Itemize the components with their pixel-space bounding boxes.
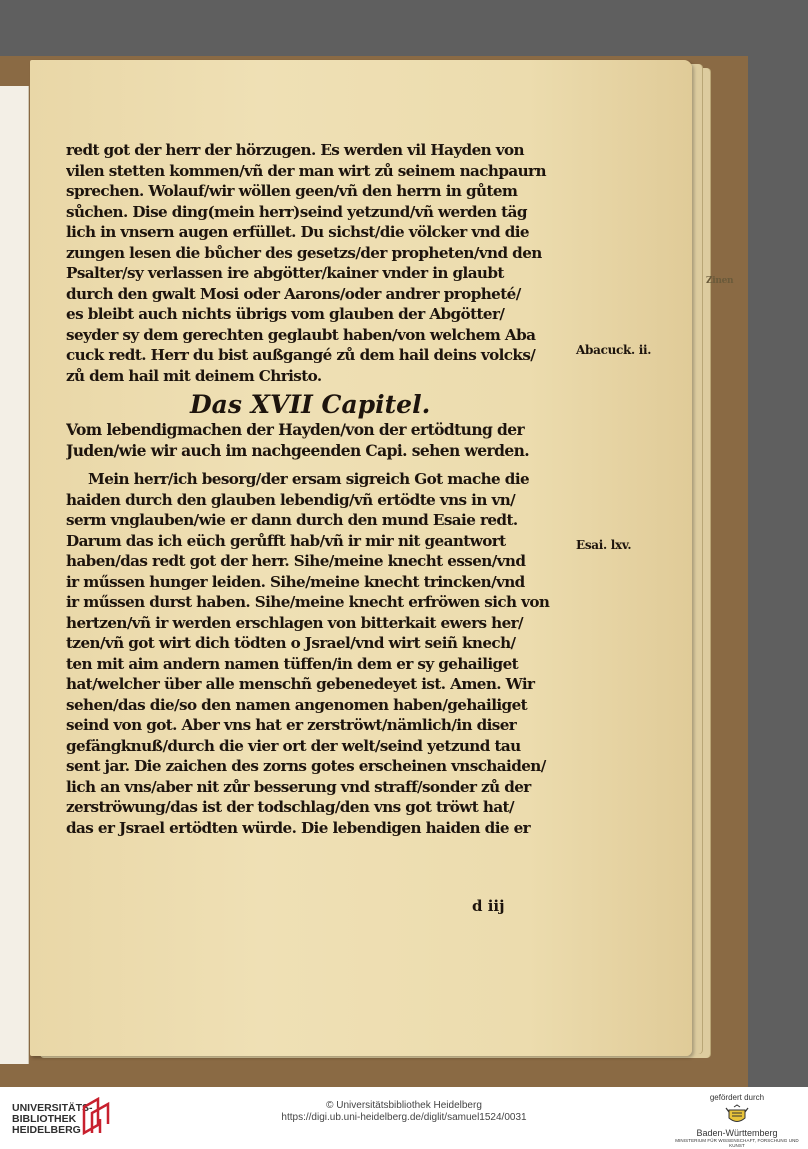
sponsor-ministry: MINISTERIUM FÜR WISSENSCHAFT, FORSCHUNG UND KUNST [675, 1138, 799, 1148]
text-line: vilen stetten kommen/vñ der man wirt zů seinem nachpaurn [66, 161, 546, 180]
state-coat-of-arms-icon [724, 1104, 750, 1126]
sponsor-label: gefördert durch [709, 1093, 765, 1102]
viewer-footer [0, 1087, 808, 1149]
sponsor-block[interactable] [672, 1093, 802, 1148]
text-line: das er Jsrael ertödten würde. Die lebendigen haiden die er [66, 818, 531, 837]
margin-note-esai: Esai. lxv. [576, 538, 632, 552]
text-line: tzen/vñ got wirt dich tödten o Jsrael/vnd wirt seiñ knech/ [66, 634, 516, 652]
text-line: ir műssen hunger leiden. Sihe/meine knecht trincken/vnd [66, 572, 525, 591]
library-line-2: BIBLIOTHEK [12, 1113, 77, 1125]
text-line: haiden durch den glauben lebendig/vñ ertödte vns in vn/ [66, 490, 516, 509]
text-line: es bleibt auch nichts übrigs vom glauben der Abgötter/ [66, 305, 505, 323]
color-calibration-strip [0, 86, 29, 1064]
text-line: lich an vns/aber nit zůr besserung vnd straff/sonder zů der [66, 777, 531, 796]
text-line: seind von got. Aber vns hat er zerströwt/nämlich/in diser [66, 716, 517, 734]
text-line: ir műssen durst haben. Sihe/meine knecht erfröwen sich von [66, 593, 550, 611]
text-line: zungen lesen die bůcher des gesetzs/der propheten/vnd den [66, 243, 542, 262]
text-line: Juden/wie wir auch im nachgeenden Capi. sehen werden. [66, 440, 530, 460]
text-line: hertzen/vñ ir werden erschlagen von bitterkait ewers her/ [66, 613, 523, 632]
text-line: lich in vnsern augen erfüllet. Du sichst/die völcker vnd die [66, 223, 529, 241]
text-line: durch den gwalt Mosi oder Aarons/oder andrer propheté/ [66, 284, 521, 303]
text-line: seyder sy dem gerechten geglaubt haben/von welchem Aba [66, 325, 536, 344]
library-line-1: UNIVERSITÄTS- [12, 1102, 93, 1114]
text-line: sůchen. Dise ding(mein herr)seind yetzund/vñ werden täg [66, 202, 527, 221]
text-line: zerströwung/das ist der todschlag/den vns got tröwt hat/ [66, 798, 514, 816]
text-line: zů dem hail mit deinem Christo. [66, 366, 322, 385]
margin-note-abacuck: Abacuck. ii. [576, 343, 652, 357]
text-line: Vom lebendigmachen der Hayden/von der ertödtung der [66, 420, 525, 439]
paragraph-top [66, 140, 571, 386]
copyright-text: © Universitätsbibliothek Heidelberg [326, 1100, 482, 1111]
library-line-3: HEIDELBERG [12, 1124, 81, 1136]
chapter-subheading [66, 420, 571, 461]
text-line: sprechen. Wolauf/wir wöllen geen/vñ den herrn in gůtem [66, 182, 518, 200]
text-line: gefängknuß/durch die vier ort der welt/seind yetzund tau [66, 736, 521, 755]
sponsor-name: Baden-Württemberg [696, 1128, 778, 1138]
text-line: cuck redt. Herr du bist außgangé zů dem hail deins volcks/ [66, 346, 536, 364]
text-line: hat/welcher über alle menschñ gebenedeyet ist. Amen. Wir [66, 675, 535, 693]
text-line: sent jar. Die zaichen des zorns gotes erscheinen vnschaiden/ [66, 757, 546, 775]
permalink-url[interactable]: https://digi.ub.uni-heidelberg.de/diglit/samuel1524/0031 [281, 1112, 527, 1123]
text-line: redt got der herr der hörzugen. Es werden vil Hayden von [66, 141, 524, 159]
signature-mark: d iij [472, 897, 505, 915]
text-line: Mein herr/ich besorg/der ersam sigreich Got mache die [88, 470, 530, 488]
edge-mark: Zinen [706, 276, 734, 286]
page-text [66, 140, 571, 838]
text-line: ten mit aim andern namen tüffen/in dem er sy gehailiget [66, 654, 519, 673]
text-line: serm vnglauben/wie er dann durch den mund Esaie redt. [66, 511, 518, 529]
chapter-heading: Das XVII Capitel. [190, 390, 431, 419]
text-line: haben/das redt got der herr. Sihe/meine knecht essen/vnd [66, 552, 526, 570]
text-line: sehen/das die/so den namen angenomen haben/gehailiget [66, 695, 528, 714]
paragraph-body [66, 469, 571, 838]
text-line: Darum das ich eüch gerůfft hab/vñ ir mir nit geantwort [66, 531, 506, 550]
text-line: Psalter/sy verlassen ire abgötter/kainer vnder in glaubt [66, 264, 504, 282]
